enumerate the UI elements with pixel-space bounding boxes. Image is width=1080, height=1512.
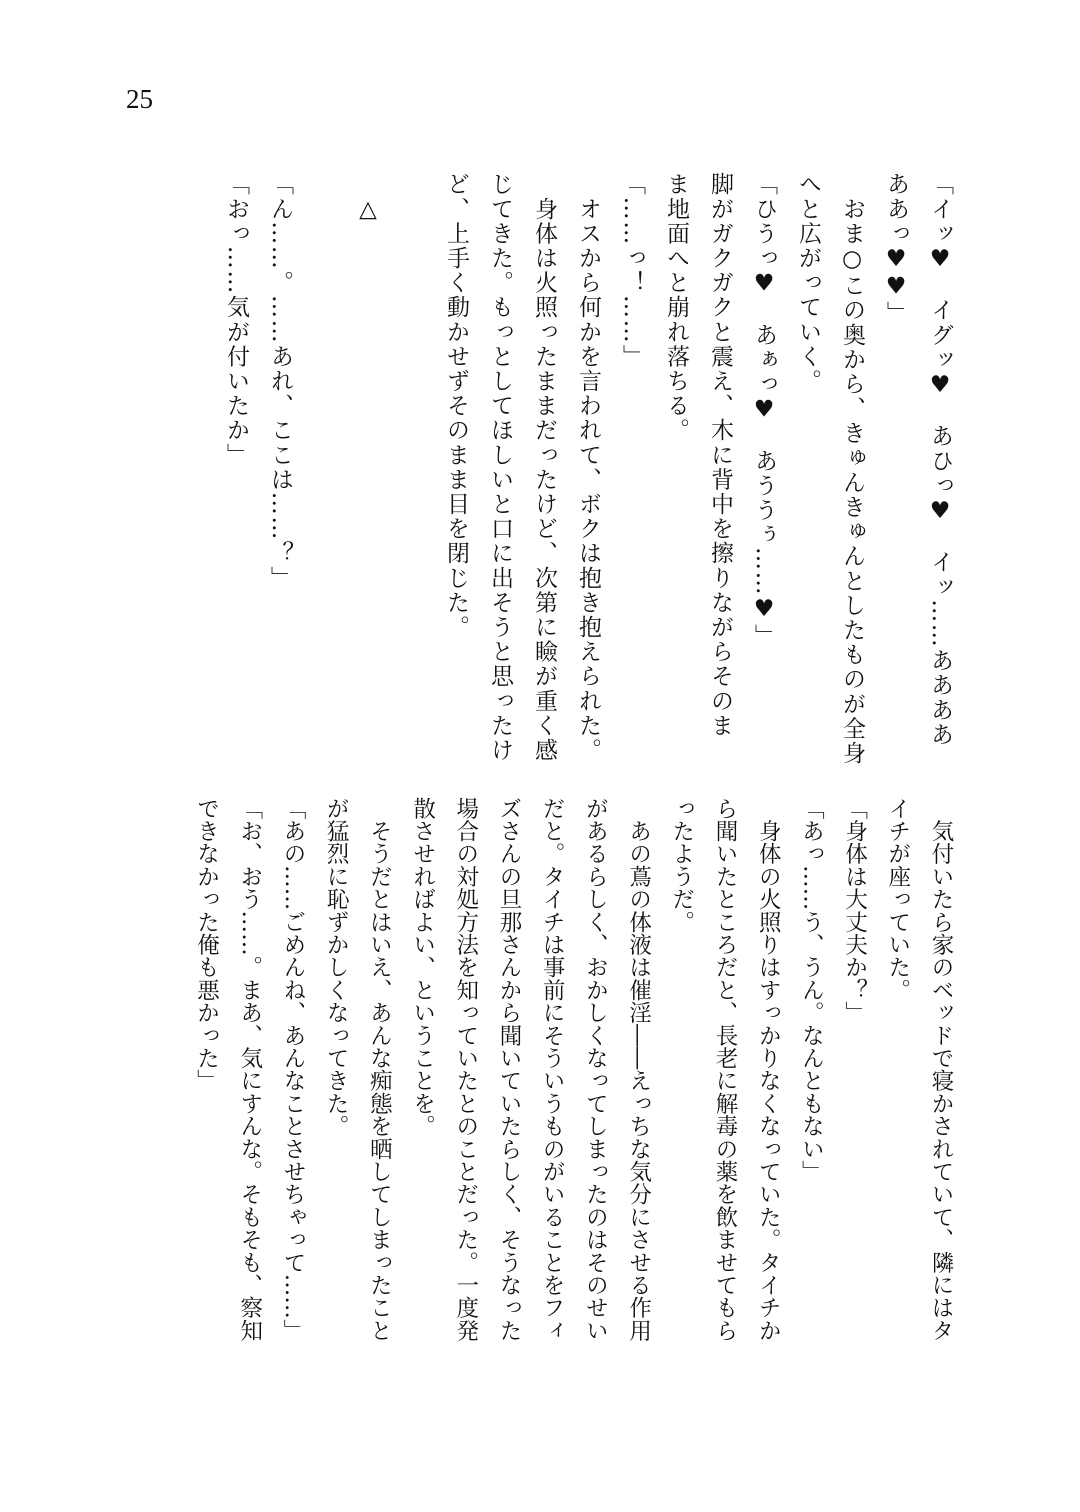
scene-break-triangle: △ <box>355 172 381 225</box>
text-line: 場合の対処方法を知っていたとのことだった。一度発 <box>452 797 479 1342</box>
text-line: ズさんの旦那さんから聞いていたらしく、そうなった <box>495 797 522 1342</box>
text-line: ああっ♥♥」 <box>883 172 909 326</box>
upper-text-block <box>214 172 962 765</box>
text-line: ま地面へと崩れ落ちる。 <box>663 172 689 443</box>
text-line: 「身体は大丈夫か？」 <box>841 797 868 1024</box>
text-line: じてきた。もっとしてほしいと口に出そうと思ったけ <box>487 172 513 763</box>
blank-line <box>302 172 346 765</box>
text-line: できなかった俺も悪かった」 <box>193 797 220 1093</box>
text-line: 身体は火照ったままだったけど、次第に瞼が重く感 <box>531 172 557 763</box>
text-line: そうだとはいえ、あんな痴態を晒してしまったこと <box>366 797 393 1342</box>
text-line: だと。タイチは事前にそういうものがいることをフィ <box>539 797 566 1342</box>
text-line: おま○この奥から、きゅんきゅんとしたものが全身 <box>839 172 865 766</box>
text-line: イチが座っていた。 <box>884 797 911 1002</box>
text-line: 「ひうっ♥ あぁっ♥ あううぅ……♥」 <box>751 172 777 649</box>
blank-line <box>390 172 434 765</box>
text-line: あの蔦の体液は催淫――えっちな気分にさせる作用 <box>625 797 652 1342</box>
text-line: 「あの……ごめんね、あんなことさせちゃって……」 <box>279 797 306 1342</box>
text-line: 「おっ……気が付いたか」 <box>223 172 249 468</box>
text-line: ったようだ。 <box>668 797 695 934</box>
text-line: 「あっ……う、うん。なんともない」 <box>798 797 825 1183</box>
lower-text-block <box>184 797 962 1342</box>
text-line: 散させればよい、ということを。 <box>409 797 436 1138</box>
page-number: 25 <box>126 84 153 114</box>
text-line: へと広がっていく。 <box>795 172 821 394</box>
text-line: 「……っ！……」 <box>619 172 645 369</box>
text-line: が猛烈に恥ずかしくなってきた。 <box>323 797 350 1138</box>
text-line: があるらしく、おかしくなってしまったのはそのせい <box>582 797 609 1342</box>
text-line: 脚がガクガクと震え、木に背中を擦りながらそのま <box>707 172 733 738</box>
text-line: 「お、おう……。まあ、気にすんな。そもそも、察知 <box>236 797 263 1342</box>
text-line: 「ん……。……あれ、ここは……？」 <box>267 172 293 591</box>
text-line: 気付いたら家のベッドで寝かされていて、隣にはタ <box>928 797 954 1342</box>
text-line: ら聞いたところだと、長老に解毒の薬を飲ませてもら <box>711 797 738 1342</box>
text-line: オスから何かを言われて、ボクは抱き抱えられた。 <box>575 172 601 763</box>
text-line: 「イッ♥ イグッ♥ あひっ♥ イッ……ああああ <box>927 172 953 747</box>
text-line: 身体の火照りはすっかりなくなっていた。タイチか <box>755 797 782 1342</box>
text-line: ど、上手く動かせずそのまま目を閉じた。 <box>443 172 469 640</box>
